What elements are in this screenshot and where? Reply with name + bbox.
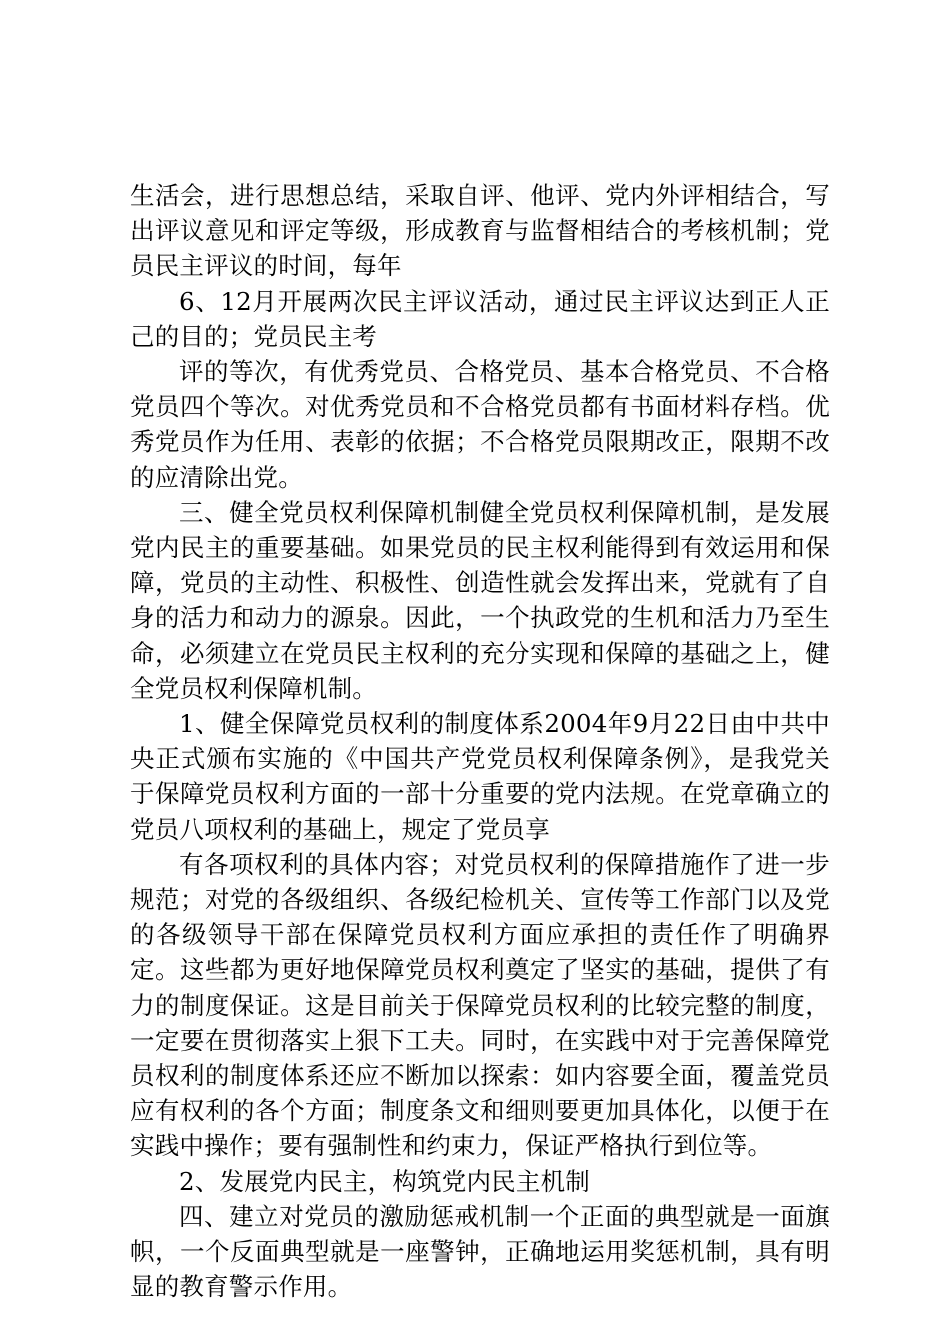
paragraph-8: 四、建立对党员的激励惩戒机制一个正面的典型就是一面旗帜，一个反面典型就是一座警钟，正确地运用奖惩机制，具有明显的教育警示作用。 (130, 1201, 830, 1302)
paragraph-3: 评的等次，有优秀党员、合格党员、基本合格党员、不合格党员四个等次。对优秀党员和不合格党员都有书面材料存档。优秀党员作为任用、表彰的依据；不合格党员限期改正，限期不改的应清除出党。 (130, 357, 830, 492)
paragraph-2: 6、12月开展两次民主评议活动，通过民主评议达到正人正己的目的；党员民主考 (130, 286, 830, 351)
document-page (130, 178, 830, 1305)
paragraph-7: 2、发展党内民主，构筑党内民主机制 (179, 1166, 590, 1196)
paragraph-1: 生活会，进行思想总结，采取自评、他评、党内外评相结合，写出评议意见和评定等级，形成教育与监督相结合的考核机制；党员民主评议的时间，每年 (130, 181, 830, 281)
paragraph-4: 三、健全党员权利保障机制健全党员权利保障机制，是发展党内民主的重要基础。如果党员的民主权利能得到有效运用和保障，党员的主动性、积极性、创造性就会发挥出来，党就有了自身的活力和动力的源泉。因此，一个执政党的生机和活力乃至生命，必须建立在党员民主权利的充分实现和保障的基础之上，健全党员权利保障机制。 (130, 497, 830, 703)
paragraph-6: 有各项权利的具体内容；对党员权利的保障措施作了进一步规范；对党的各级组织、各级纪检机关、宣传等工作部门以及党的各级领导干部在保障党员权利方面应承担的责任作了明确界定。这些都为更好地保障党员权利奠定了坚实的基础，提供了有力的制度保证。这是目前关于保障党员权利的比较完整的制度，一定要在贯彻落实上狠下工夫。同时，在实践中对于完善保障党员权利的制度体系还应不断加以探索：如内容要全面，覆盖党员应有权利的各个方面；制度条文和细则要更加具体化，以便于在实践中操作；要有强制性和约束力，保证严格执行到位等。 (130, 849, 830, 1161)
paragraph-5: 1、健全保障党员权利的制度体系2004年9月22日由中共中央正式颁布实施的《中国共产党党员权利保障条例》，是我党关于保障党员权利方面的一部十分重要的党内法规。在党章确立的党员八项权利的基础上，规定了党员享 (130, 709, 830, 844)
